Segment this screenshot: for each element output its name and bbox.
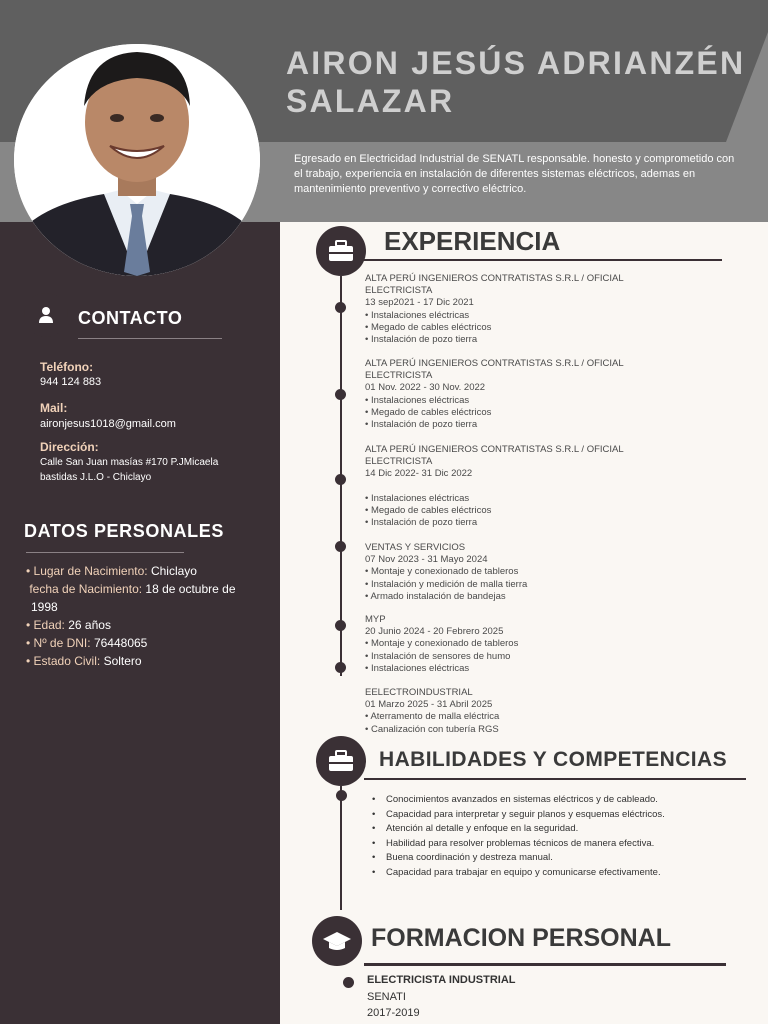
timeline-dot bbox=[335, 541, 346, 552]
dni-label: • Nº de DNI: bbox=[26, 636, 91, 650]
experience-item bbox=[365, 444, 665, 529]
job-task: • Megado de cables eléctricos bbox=[365, 406, 492, 418]
skill-item: • Capacidad para interpretar y seguir planos y esquemas eléctricos. bbox=[368, 808, 728, 823]
skill-item: • Habilidad para resolver problemas técnicos de manera efectiva. bbox=[368, 837, 728, 852]
birthplace-label: • Lugar de Nacimiento: bbox=[26, 564, 148, 578]
job-task: • Megado de cables eléctricos bbox=[365, 321, 492, 333]
age-row bbox=[26, 616, 256, 634]
job-company: VENTAS Y SERVICIOS bbox=[365, 542, 466, 553]
job-dates: 07 Nov 2023 - 31 Mayo 2024 bbox=[365, 554, 488, 566]
job-task: • Instalaciones eléctricas bbox=[365, 309, 470, 321]
birthplace-value: Chiclayo bbox=[150, 564, 197, 578]
civil-row bbox=[26, 652, 256, 670]
job-task: • Armado instalación de bandejas bbox=[365, 590, 506, 602]
timeline-dot bbox=[335, 474, 346, 485]
job-dates: 01 Marzo 2025 - 31 Abril 2025 bbox=[365, 699, 493, 711]
timeline-dot bbox=[343, 977, 354, 988]
mail-label: Mail: bbox=[40, 401, 68, 415]
timeline-dot bbox=[335, 302, 346, 313]
education-underline bbox=[364, 963, 726, 966]
dni-row bbox=[26, 634, 256, 652]
job-company-cont: ELECTRICISTA bbox=[365, 456, 433, 468]
job-task: • Instalaciones eléctricas bbox=[365, 662, 470, 674]
candidate-name bbox=[286, 44, 764, 120]
job-task: • Instalaciones eléctricas bbox=[365, 492, 470, 504]
birthdate-value: 18 de octubre de 1998 bbox=[31, 582, 236, 614]
experience-item bbox=[365, 358, 665, 431]
education-degree: ELECTRICISTA INDUSTRIAL bbox=[367, 974, 516, 986]
briefcase-glyph bbox=[327, 239, 355, 263]
skill-item: • Atención al detalle y enfoque en la seguridad. bbox=[368, 822, 728, 837]
name-line-1: AIRON JESÚS ADRIANZÉN bbox=[286, 45, 746, 81]
job-task: • Montaje y conexionado de tableros bbox=[365, 566, 519, 578]
job-task: • Montaje y conexionado de tableros bbox=[365, 638, 519, 650]
job-company: ALTA PERÚ INGENIEROS CONTRATISTAS S.R.L / OFICIAL bbox=[365, 444, 624, 455]
experience-item bbox=[365, 614, 665, 675]
phone-value: 944 124 883 bbox=[40, 376, 102, 388]
experience-underline bbox=[364, 259, 722, 261]
job-dates: 13 sep2021 - 17 Dic 2021 bbox=[365, 297, 474, 309]
education-item bbox=[367, 972, 516, 1022]
skill-item: • Buena coordinación y destreza manual. bbox=[368, 851, 728, 866]
job-company-cont: ELECTRICISTA bbox=[365, 370, 433, 382]
civil-label: • Estado Civil: bbox=[26, 654, 101, 668]
skills-heading: HABILIDADES Y COMPETENCIAS bbox=[379, 748, 727, 771]
skill-item: • Conocimientos avanzados en sistemas eléctricos y de cableado. bbox=[368, 793, 728, 808]
phone-label: Teléfono: bbox=[40, 360, 94, 374]
job-task: • Megado de cables eléctricos bbox=[365, 504, 492, 516]
portrait-illustration bbox=[14, 44, 260, 276]
address-value bbox=[40, 455, 218, 485]
job-dates: 01 Nov. 2022 - 30 Nov. 2022 bbox=[365, 382, 486, 394]
user-icon bbox=[24, 293, 68, 337]
job-company: ALTA PERÚ INGENIEROS CONTRATISTAS S.R.L / OFICIAL bbox=[365, 358, 624, 369]
skills-underline bbox=[364, 778, 746, 780]
briefcase-glyph bbox=[327, 749, 355, 773]
job-company: ALTA PERÚ INGENIEROS CONTRATISTAS S.R.L / OFICIAL bbox=[365, 273, 624, 284]
job-task: • Canalización con tubería RGS bbox=[365, 723, 499, 735]
birthdate-label: fecha de Nacimiento: bbox=[29, 582, 143, 596]
job-task: • Instalación de sensores de humo bbox=[365, 650, 511, 662]
timeline-dot bbox=[335, 389, 346, 400]
profile-photo bbox=[14, 44, 260, 276]
job-task: • Instalación y medición de malla tierra bbox=[365, 578, 528, 590]
briefcase-icon bbox=[316, 736, 366, 786]
graduation-cap-icon bbox=[312, 916, 362, 966]
job-task: • Aterramento de malla eléctrica bbox=[365, 711, 500, 723]
job-dates: 14 Dic 2022- 31 Dic 2022 bbox=[365, 468, 473, 480]
job-spacer bbox=[365, 481, 665, 493]
timeline-dot bbox=[335, 620, 346, 631]
address-line-1: Calle San Juan masías #170 P.JMicaela bbox=[40, 457, 219, 468]
experience-item bbox=[365, 273, 665, 346]
education-school: SENATI bbox=[367, 990, 406, 1003]
mail-value: aironjesus1018@gmail.com bbox=[40, 418, 176, 430]
briefcase-icon bbox=[316, 226, 366, 276]
job-task: • Instalaciones eléctricas bbox=[365, 394, 470, 406]
skill-item: • Capacidad para trabajar en equipo y comunicarse efectivamente. bbox=[368, 866, 728, 881]
contact-heading: CONTACTO bbox=[78, 308, 183, 328]
address-label: Dirección: bbox=[40, 440, 99, 454]
skills-list bbox=[368, 793, 728, 880]
job-task: • Instalación de pozo tierra bbox=[365, 517, 478, 529]
timeline-dot bbox=[335, 662, 346, 673]
birthplace-row bbox=[26, 562, 256, 580]
contact-divider bbox=[78, 338, 222, 339]
job-task: • Instalación de pozo tierra bbox=[365, 334, 478, 346]
address-line-2: bastidas J.L.O - Chiclayo bbox=[40, 472, 152, 483]
personal-divider bbox=[26, 552, 184, 553]
experience-item bbox=[365, 542, 665, 603]
personal-data-list bbox=[26, 562, 256, 670]
job-company: MYP bbox=[365, 614, 386, 625]
experience-heading: EXPERIENCIA bbox=[384, 226, 561, 256]
age-value: 26 años bbox=[68, 618, 111, 632]
dni-value: 76448065 bbox=[93, 636, 148, 650]
name-line-2: SALAZAR bbox=[286, 83, 455, 119]
job-company: EELECTROINDUSTRIAL bbox=[365, 687, 473, 698]
skills-timeline bbox=[340, 786, 342, 910]
education-years: 2017-2019 bbox=[367, 1007, 420, 1019]
graduation-cap-glyph bbox=[322, 929, 352, 953]
job-task: • Instalación de pozo tierra bbox=[365, 419, 478, 431]
personal-data-heading: DATOS PERSONALES bbox=[24, 521, 224, 541]
user-glyph bbox=[36, 305, 56, 325]
education-heading: FORMACION PERSONAL bbox=[371, 924, 671, 952]
timeline-dot bbox=[336, 790, 347, 801]
age-label: • Edad: bbox=[26, 618, 65, 632]
civil-value: Soltero bbox=[103, 654, 142, 668]
birthdate-row bbox=[26, 580, 256, 616]
job-company-cont: ELECTRICISTA bbox=[365, 285, 433, 297]
profile-summary: Egresado en Electricidad Industrial de SENATL responsable. honesto y comprometido con el trabajo, experiencia en instalación de diferentes sistemas eléctricos, ademas en mantenimiento preventivo y correctivo eléctrico. bbox=[294, 153, 735, 195]
experience-item bbox=[365, 687, 665, 736]
job-dates: 20 Junio 2024 - 20 Febrero 2025 bbox=[365, 626, 504, 638]
